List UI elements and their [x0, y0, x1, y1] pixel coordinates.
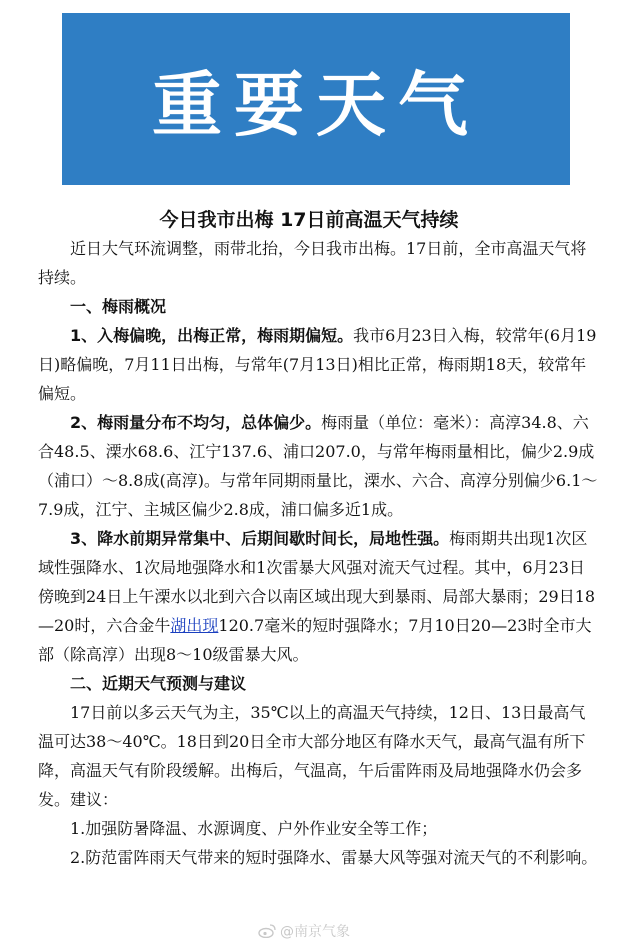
- item1-text: 我市6月23日入梅，较常年(6月19日)略偏晚，7月11日出梅，与常年(7月13日)相比正常，梅雨期18天，较常年偏短。: [38, 326, 597, 403]
- document-title: 今日我市出梅 17日前高温天气持续: [159, 209, 459, 231]
- item3-link[interactable]: 湖出现: [170, 616, 219, 635]
- weibo-icon: [258, 924, 276, 938]
- item3-lead: 3、降水前期异常集中、后期间歇时间长，局地性强。: [70, 529, 450, 548]
- section1-item1: [38, 321, 598, 408]
- watermark: [258, 921, 350, 941]
- section2-paragraph: 17日前以多云天气为主，35℃以上的高温天气持续，12日、13日最高气温可达38～40℃。18日到20日全市大部分地区有降水天气，最高气温有所下降，高温天气有阶段缓解。出梅后，气温高，午后雷阵雨及局地强降水仍会多发。建议：: [38, 703, 586, 809]
- banner-title: 重要天气: [152, 63, 480, 146]
- banner: [62, 13, 570, 185]
- document-body: [38, 234, 598, 872]
- section1-item2: [38, 408, 598, 524]
- suggestion-2: 2.防范雷阵雨天气带来的短时强降水、雷暴大风等强对流天气的不利影响。: [70, 848, 598, 867]
- suggestion-1: 1.加强防暑降温、水源调度、户外作业安全等工作；: [70, 819, 438, 838]
- item1-lead: 1、入梅偏晚，出梅正常，梅雨期偏短。: [70, 326, 354, 345]
- watermark-text: @南京气象: [280, 924, 350, 940]
- section2-heading: 二、近期天气预测与建议: [70, 674, 247, 693]
- item3-text-after: 120.7毫米的短时强降水；7月10日20—23时全市大部（除高淳）出现8～10级雷暴大风。: [38, 616, 592, 664]
- section1-heading: 一、梅雨概况: [70, 297, 167, 316]
- section1-item3: [38, 524, 598, 669]
- intro-paragraph: 近日大气环流调整，雨带北抬，今日我市出梅。17日前，全市高温天气将持续。: [38, 239, 587, 287]
- item2-text: 梅雨量（单位：毫米）：高淳34.8、六合48.5、溧水68.6、江宁137.6、浦口207.0，与常年梅雨量相比，偏少2.9成（浦口）～8.8成(高淳)。与常年同期雨量比，溧水、六合、高淳分别偏少6.1～7.9成，江宁、主城区偏少2.8成，浦口偏多近1成。: [38, 413, 598, 519]
- item3-text-before: 梅雨期共出现1次区域性强降水、1次局地强降水和1次雷暴大风强对流天气过程。其中，6月23日傍晚到24日上午溧水以北到六合以南区域出现大到暴雨、局部大暴雨；29日18—20时，六合金牛: [38, 529, 596, 635]
- item2-lead: 2、梅雨量分布不均匀，总体偏少。: [70, 413, 322, 432]
